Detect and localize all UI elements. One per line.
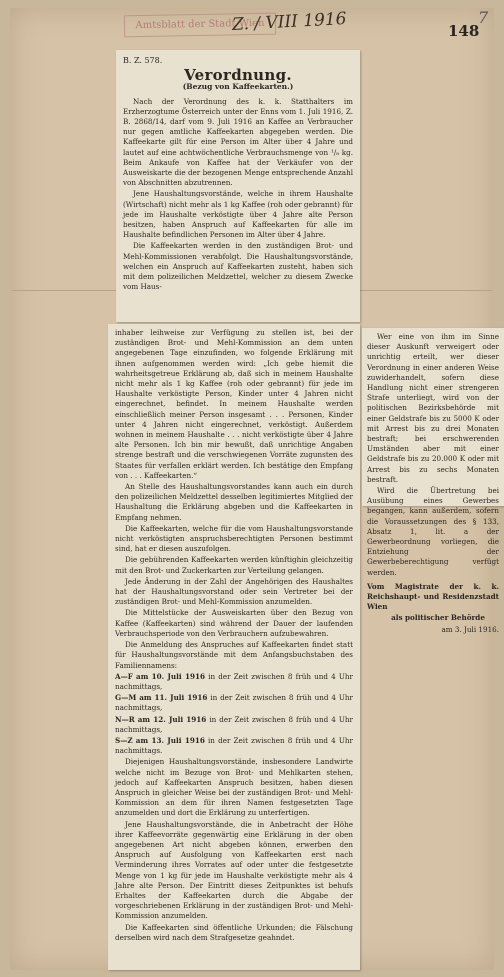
schedule-date: am 12. Juli 1916 — [137, 714, 207, 724]
paragraph: Die gebührenden Kaffeekarten werden künftighin gleichzeitig mit den Brot- und Zuckerkarten zur Verteilung gelangen. — [115, 555, 353, 575]
paragraph: Wer eine von ihm im Sinne dieser Auskunft verweigert oder unrichtig erteilt, wer dieser Verordnung in einer anderen Weise zuwiderhandelt, sofern diese Handlung nicht einer strengeren Strafe unterliegt, wird von der politischen Bezirksbehörde mit einer Geldstrafe bis zu 5000 K oder mit Arrest bis zu drei Monaten bestraft; bei erschwerenden Umständen aber mit einer Geldstrafe bis zu 20.000 K oder mit Arrest bis zu sechs Monaten bestraft. — [367, 332, 499, 484]
signature-authority: Vom Magistrate der k. k. Reichshaupt- und Residenzstadt Wien — [367, 581, 499, 612]
paragraph: inhaber leihweise zur Verfügung zu stellen ist, bei der zuständigen Brot- und Mehl-Kommission an dem unten angegebenen Tage einzufinden, wo folgende Erklärung mit ihnen aufgenommen werden wird: „Ich gebe hiemit die wahrheitsgetreue Erklärung ab, daß sich in meinem Haushalte nicht mehr als 1 kg Kaffee (roh oder gebrannt) für jede im Haushalte verköstigte Person, Kinder unter 4 Jahren nicht eingerechnet, befindet. In meinem Haushalte werden einschließlich meiner Person insgesamt . . . Personen, Kinder unter 4 Jahren nicht eingerechnet, verköstigt. Außerdem wohnen in meinem Haushalte . . . nicht verköstigte über 4 Jahre alte Personen. Ich bin mir bewußt, daß unrichtige Angaben strenge bestraft und die verschwiegenen Vorräte zugunsten des Staates für verfallen erklärt werden. Ich bestätige den Empfang von . . . Kaffeekarten.“ — [115, 328, 353, 480]
reference-number: B. Z. 578. — [123, 56, 163, 65]
clipping-middle — [108, 324, 360, 970]
paragraph: Die Kaffeekarten werden in den zuständigen Brot- und Mehl-Kommissionen verabfolgt. Die Haushaltungsvorstände, welchen ein Anspruch auf Kaffeekarten zusteht, haben sich mit dem polizeilichen Meldzettel, welcher zu diesem Zwecke vom Haus- — [123, 241, 353, 292]
schedule-row — [115, 672, 353, 692]
schedule-date: am 13. Juli 1916 — [135, 735, 205, 745]
document-title: Verordnung. — [184, 66, 292, 85]
schedule-letters: G—M — [115, 693, 137, 703]
paragraph: An Stelle des Haushaltungsvorstandes kann auch ein durch den polizeilichen Meldzettel desselben legitimiertes Mitglied der Haushaltung die Erklärung abgeben und die Kaffeekarten in Empfang nehmen. — [115, 482, 353, 522]
signature-role: als politischer Behörde — [391, 613, 485, 623]
paragraph: Jene Haushaltungsvorstände, die in Anbetracht der Höhe ihrer Kaffeevorräte gegenwärtig eine Erklärung in der oben angegebenen Art nicht abgeben können, erwerben den Anspruch auf Ausfolgung von Kaffeekarten erst nach Verminderung ihres Vorrates auf oder unter die festgesetzte Menge von 1 kg für jede im Haushalte verköstigte mehr als 4 Jahre alte Person. Der Eintritt dieses Zeitpunktes ist behufs Erhaltes der Kaffeekarten durch die Abgabe der vorgeschriebenen Erklärung in der zuständigen Brot- und Mehl-Kommission anzumelden. — [115, 819, 353, 921]
paragraph: Die Mittelstücke der Ausweiskarten über den Bezug von Kaffee (Kaffeekarten) sind während der Dauer der laufenden Verbrauchsperiode von den Verbrauchern aufzubewahren. — [115, 608, 353, 638]
paragraph: Nach der Verordnung des k. k. Statthalters im Erzherzogtume Österreich unter der Enns vom 1. Juli 1916, Z. B. 2868/14, darf vom 9. Juli 1916 an Kaffee an Verbraucher nur gegen amtliche Kaffeekarten abgegeben werden. Die Kaffeekarte gilt für eine Person im Alter über 4 Jahre und lautet auf eine achtwöchentliche Verbrauchsmenge von ¹/₈ kg. Beim Ankaufe von Kaffee hat der Verkäufer von der Ausweiskarte die der bezogenen Menge entsprechende Anzahl von Abschnitten abzutrennen. — [123, 96, 353, 188]
paragraph: Diejenigen Haushaltungsvorstände, insbesondere Landwirte welche nicht im Bezuge von Brot- und Mehlkarten stehen, jedoch auf Kaffeekarten Anspruch besitzen, haben diesen Anspruch in gleicher Weise bei der zuständigen Brot- und Mehl-Kommission an dem für ihren Namen festgesetzten Tage anzumelden und dort die Erklärung zu unterfertigen. — [115, 757, 353, 818]
schedule-time: in der Zeit zwischen 8 früh und 4 Uhr nachmittags, — [115, 714, 353, 734]
clipping-top — [116, 50, 360, 322]
schedule-time: in der Zeit zwischen 8 früh und 4 Uhr nachmittags, — [115, 671, 353, 691]
schedule-row — [115, 715, 353, 735]
paragraph: Jene Haushaltungsvorstände, welche in ihrem Haushalte (Wirtschaft) nicht mehr als 1 kg Kaffee (roh oder gebrannt) für jede im Haushalte verköstigte über 4 Jahre alte Person besitzen, haben Anspruch auf Kaffeekarten für alle im Haushalte befindlichen Personen im Alter über 4 Jahre. — [123, 189, 353, 240]
clipping-right — [362, 328, 504, 634]
paragraph: Die Kaffeekarten, welche für die vom Haushaltungsvorstande nicht verköstigten anspruchsberechtigten Personen bestimmt sind, hat er diesen auszufolgen. — [115, 523, 353, 554]
schedule-letters: N—R — [115, 714, 135, 724]
page-number: 148 — [448, 22, 480, 40]
corner-mark: 7 — [478, 8, 489, 27]
schedule-letters: A—F — [115, 671, 133, 681]
paragraph: Die Kaffeekarten sind öffentliche Urkunden; die Fälschung derselben wird nach dem Strafgesetze geahndet. — [115, 922, 353, 942]
schedule-time: in der Zeit zwischen 8 früh und 4 Uhr nachmittags. — [115, 735, 353, 756]
schedule-time: in der Zeit zwischen 8 früh und 4 Uhr nachmittags, — [115, 693, 353, 713]
schedule-row — [115, 736, 353, 756]
paragraph: Jede Änderung in der Zahl der Angehörigen des Haushaltes hat der Haushaltungsvorstand oder sein Vertreter bei der zuständigen Brot- und Mehl-Kommission anzumelden. — [115, 576, 353, 607]
signature-date: am 3. Juli 1916. — [441, 624, 499, 634]
archive-stamp: Amtsblatt der Stadt Wien — [124, 13, 276, 38]
schedule-letters: S—Z — [115, 735, 133, 745]
paragraph: Die Anmeldung des Anspruches auf Kaffeekarten findet statt für Haushaltungsvorstände mit dem Anfangsbuchstaben des Familiennamens: — [115, 640, 353, 670]
paragraph: Wird die Übertretung bei Ausübung eines Gewerbes begangen, kann außerdem, sofern die Voraussetzungen des § 133, Absatz 1, lit. a der Gewerbeordnung vorliegen, die Entziehung der Gewerbeberechtigung verfügt werden. — [367, 486, 499, 577]
schedule-row — [115, 693, 353, 713]
document-subtitle: (Bezug von Kaffeekarten.) — [182, 82, 294, 92]
schedule-date: am 10. Juli 1916 — [136, 671, 205, 681]
handwritten-date: Z. / VIII 1916 — [231, 9, 347, 35]
schedule-date: am 11. Juli 1916 — [139, 693, 208, 703]
